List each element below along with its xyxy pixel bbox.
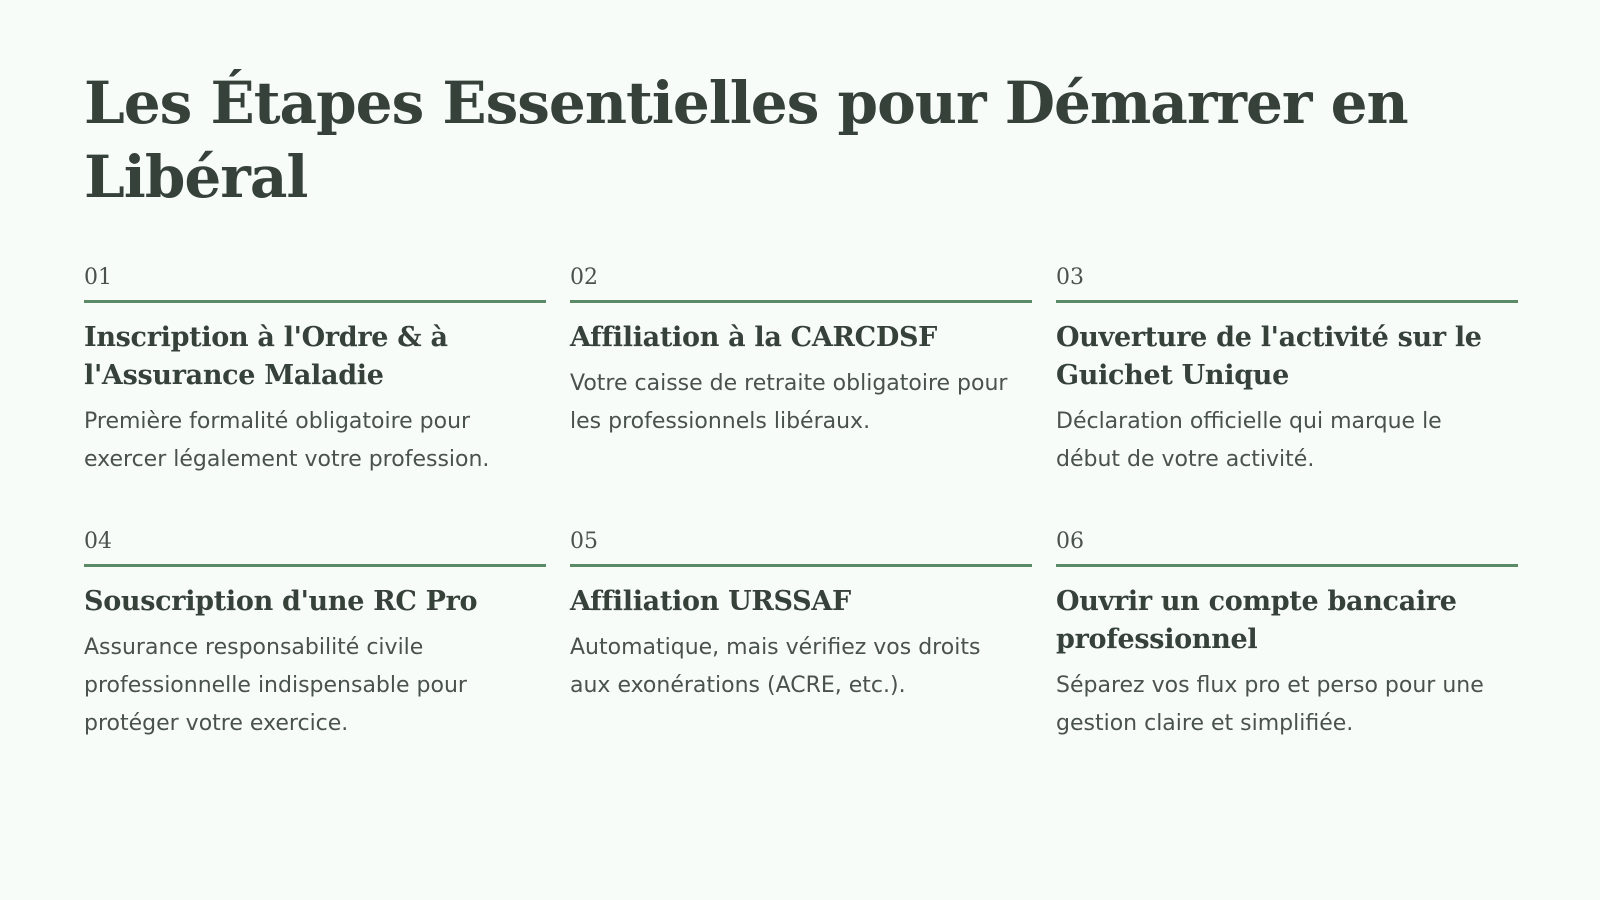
step-title: Souscription d'une RC Pro <box>84 586 478 617</box>
step-number: 01 <box>84 262 546 303</box>
steps-grid <box>84 262 1516 790</box>
step-card <box>570 262 1032 526</box>
step-description: Déclaration officielle qui marque le début de votre activité. <box>1056 409 1442 472</box>
step-card <box>1056 262 1518 526</box>
step-number: 06 <box>1056 526 1518 567</box>
step-title: Affiliation à la CARCDSF <box>570 322 938 353</box>
step-number: 04 <box>84 526 546 567</box>
step-card <box>570 526 1032 790</box>
page-title: Les Étapes Essentielles pour Démarrer en Libéral <box>84 69 1408 211</box>
step-number: 05 <box>570 526 1032 567</box>
step-title: Ouverture de l'activité sur le Guichet Unique <box>1056 322 1482 391</box>
step-description: Assurance responsabilité civile professionnelle indispensable pour protéger votre exercice. <box>84 635 467 736</box>
step-card <box>1056 526 1518 790</box>
step-description: Votre caisse de retraite obligatoire pour les professionnels libéraux. <box>570 371 1008 434</box>
step-description: Séparez vos flux pro et perso pour une gestion claire et simplifiée. <box>1056 673 1484 736</box>
step-title: Affiliation URSSAF <box>570 586 851 617</box>
step-card <box>84 526 546 790</box>
step-description: Première formalité obligatoire pour exercer légalement votre profession. <box>84 409 490 472</box>
step-number: 02 <box>570 262 1032 303</box>
step-title: Ouvrir un compte bancaire professionnel <box>1056 586 1457 655</box>
step-number: 03 <box>1056 262 1518 303</box>
step-title: Inscription à l'Ordre & à l'Assurance Maladie <box>84 322 448 391</box>
step-description: Automatique, mais vérifiez vos droits aux exonérations (ACRE, etc.). <box>570 635 981 698</box>
step-card <box>84 262 546 526</box>
